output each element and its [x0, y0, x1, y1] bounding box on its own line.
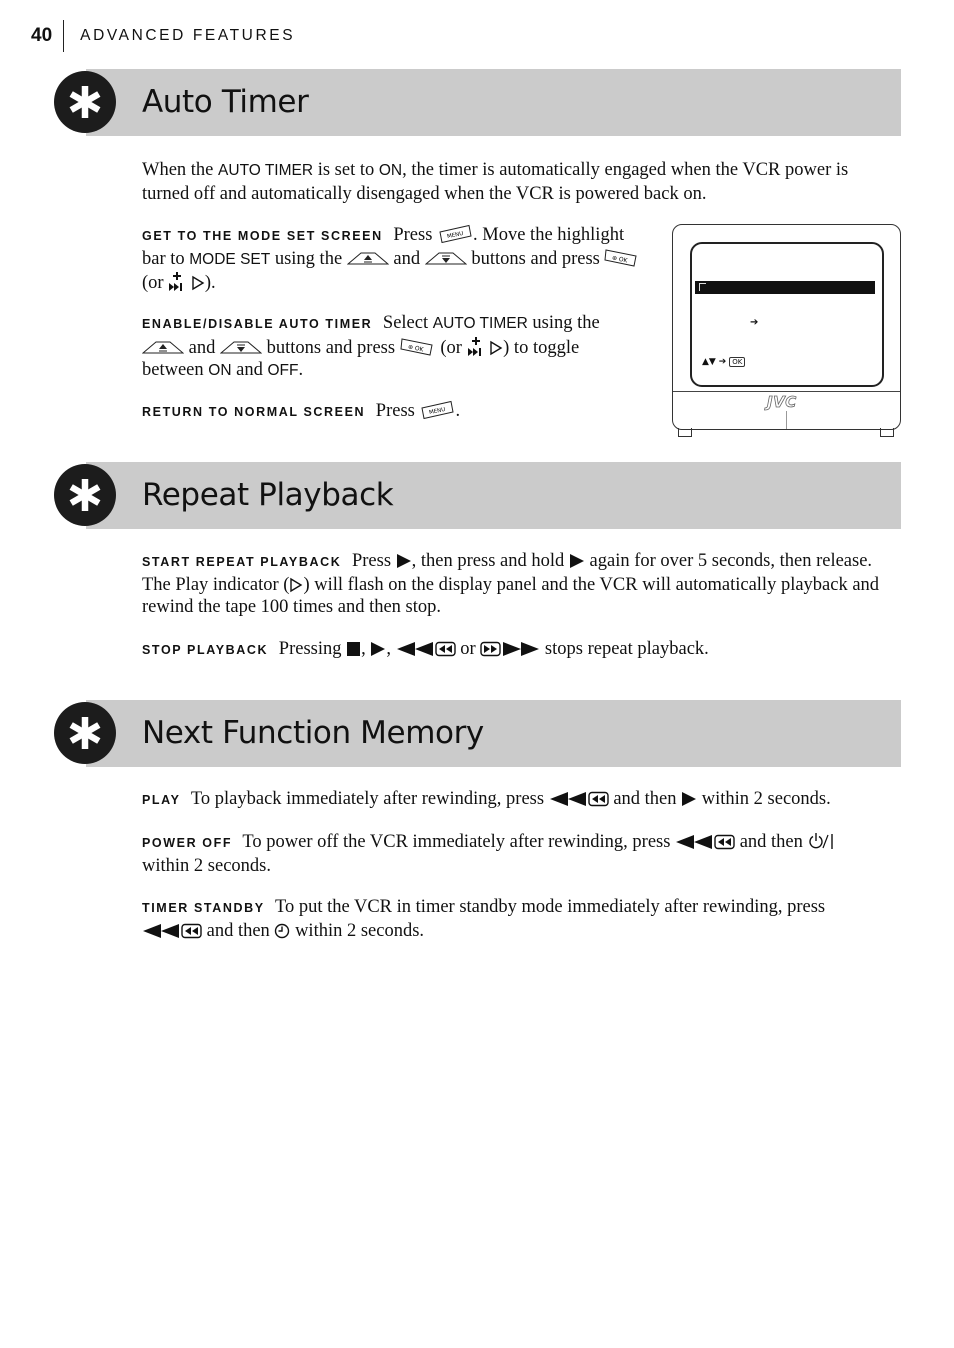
rewind-icon [142, 923, 202, 939]
section-header-next-function-memory [54, 700, 901, 767]
asterisk-icon [67, 715, 103, 751]
step-lead: ENABLE/DISABLE AUTO TIMER [142, 317, 373, 331]
step-lead: STOP PLAYBACK [142, 643, 269, 657]
ok-button-icon [400, 337, 436, 356]
auto-timer-intro: When the AUTO TIMER is set to ON, the timer is automatically engaged when the VCR power is turned off and automatically disengaged when the VCR is powered back on. [142, 160, 849, 204]
fast-forward-icon [480, 641, 540, 657]
menu-button-icon [437, 224, 473, 243]
ok-button-icon [604, 248, 640, 267]
svg-text:MENU: MENU [446, 230, 464, 241]
svg-text:⊛ OK: ⊛ OK [407, 342, 424, 354]
svg-text:MENU: MENU [429, 406, 447, 417]
play-icon [569, 553, 585, 569]
play-icon [396, 553, 412, 569]
section-header-auto-timer [54, 69, 901, 136]
arrow-icon: ➔ [750, 317, 759, 328]
timer-icon [274, 923, 290, 939]
section-badge [54, 464, 116, 526]
start-repeat-playback: START REPEAT PLAYBACK Press , then press and hold again for over 5 seconds, then release. The Play indicator ( ) will flash on the display panel and the VCR will automatically playback and rewind the tape 100 times and then stop. [142, 551, 880, 617]
tv-seam [786, 411, 787, 429]
down-button-icon [425, 251, 467, 267]
tv-body [672, 224, 901, 430]
ui-term: MODE SET [189, 250, 271, 268]
tv-foot [678, 428, 692, 437]
tv-foot [880, 428, 894, 437]
play-icon [370, 641, 386, 657]
nfm-timer-standby: TIMER STANDBY To put the VCR in timer standby mode immediately after rewinding, press and then within 2 seconds. [142, 897, 826, 941]
step-enable-disable-auto-timer: ENABLE/DISABLE AUTO TIMER Select AUTO TIMER using the and buttons and press ⊛ OK (or ) to toggle between ON and OFF. [142, 313, 600, 380]
play-outline-icon [191, 275, 205, 291]
section-title: Repeat Playback [142, 477, 394, 513]
tv-illustration [672, 224, 901, 437]
play-outline-icon [489, 340, 503, 356]
section-badge [54, 702, 116, 764]
screen-nav-hint [702, 357, 745, 367]
down-button-icon [220, 340, 262, 356]
asterisk-icon [67, 477, 103, 513]
nfm-power-off: POWER OFF To power off the VCR immediately after rewinding, press and then within 2 seconds. [142, 831, 872, 877]
step-lead: PLAY [142, 793, 181, 807]
plus-skip-icon [168, 271, 186, 291]
step-return-to-normal: RETURN TO NORMAL SCREEN Press MENU . [142, 401, 461, 421]
step-lead: RETURN TO NORMAL SCREEN [142, 405, 366, 419]
ok-label: OK [729, 357, 745, 367]
stop-playback: STOP PLAYBACK Pressing , , or stops repeat playback. [142, 639, 709, 659]
nav-arrows-icon: ▲▼ ➔ [702, 357, 727, 367]
page-header [31, 20, 295, 52]
rewind-icon [675, 834, 735, 850]
section-title: Auto Timer [142, 84, 309, 120]
stop-icon [346, 641, 361, 657]
play-outline-icon [289, 577, 303, 593]
step-get-to-mode-set: GET TO THE MODE SET SCREEN Press MENU . Move the highlight bar to MODE SET using the and buttons and press ⊛ OK (or ). [142, 224, 647, 295]
svg-text:⊛ OK: ⊛ OK [611, 253, 629, 265]
power-icon [808, 832, 834, 850]
step-lead: POWER OFF [142, 836, 233, 850]
step-lead: START REPEAT PLAYBACK [142, 555, 342, 569]
brand-logo: JVC [767, 393, 797, 411]
ui-term: AUTO TIMER [218, 162, 314, 179]
ui-term: ON [378, 162, 403, 179]
up-button-icon [142, 340, 184, 356]
ui-term: AUTO TIMER [432, 315, 528, 332]
nfm-play: PLAY To playback immediately after rewinding, press and then within 2 seconds. [142, 789, 831, 809]
rewind-icon [396, 641, 456, 657]
tv-divider [673, 391, 900, 392]
asterisk-icon [67, 84, 103, 120]
step-lead: TIMER STANDBY [142, 901, 265, 915]
plus-skip-icon [467, 336, 485, 356]
menu-highlight-bar [695, 281, 875, 294]
step-lead: GET TO THE MODE SET SCREEN [142, 229, 383, 243]
up-button-icon [347, 251, 389, 267]
menu-button-icon [419, 400, 455, 419]
running-head: ADVANCED FEATURES [80, 27, 296, 44]
section-header-repeat-playback [54, 462, 901, 529]
ui-term: ON [208, 362, 232, 379]
section-title: Next Function Memory [142, 715, 484, 751]
rewind-icon [549, 791, 609, 807]
ui-term: OFF [267, 362, 299, 379]
page-number: 40 [31, 20, 64, 52]
tv-screen [690, 242, 884, 387]
play-icon [681, 791, 697, 807]
section-badge [54, 71, 116, 133]
